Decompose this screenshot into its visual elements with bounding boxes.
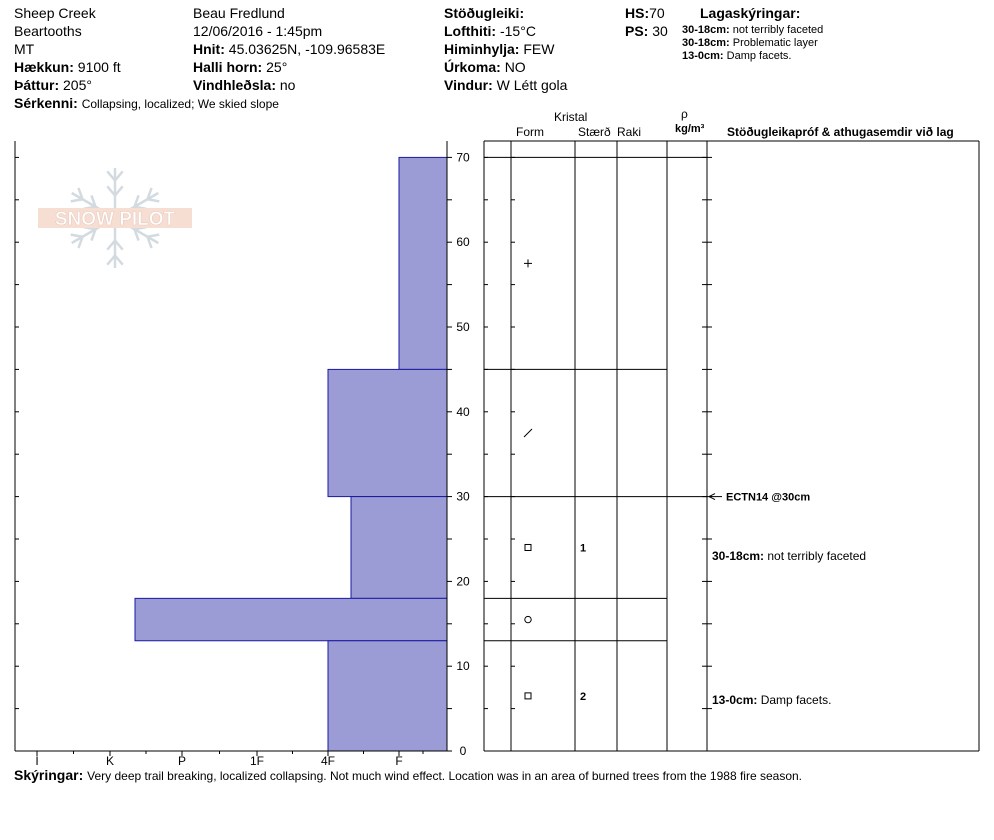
- pit-depth-value: 30: [652, 23, 668, 39]
- air-temperature-value: -15°C: [499, 23, 536, 39]
- sky-cover-label: Himinhylja:: [444, 41, 520, 57]
- observer: Beau Fredlund: [193, 5, 285, 21]
- depth-tick-label: 0: [459, 744, 467, 758]
- watermark-text: SNOW PILOT: [54, 209, 176, 230]
- hardness-tick-label: 4F: [320, 754, 336, 768]
- layer-comment-text: not terribly faceted: [767, 548, 867, 563]
- layer-legend-text: Problematic layer: [732, 37, 818, 49]
- depth-tick-label: 60: [456, 235, 470, 250]
- grain-size: 2: [580, 690, 587, 703]
- sky-cover-value: FEW: [523, 41, 555, 57]
- aspect-label: Þáttur:: [14, 77, 60, 93]
- features-label: Sérkenni:: [14, 95, 78, 111]
- state: MT: [14, 41, 35, 57]
- features-value: Collapsing, localized; We skied slope: [81, 97, 279, 111]
- snowflake-branch: [71, 235, 83, 237]
- density-symbol: ρ: [681, 107, 688, 121]
- grain-form-symbol: [524, 429, 532, 437]
- depth-tick-label: 70: [456, 150, 470, 165]
- layer-legend-text: Damp facets.: [726, 50, 792, 62]
- depth-tick-label: 20: [456, 574, 470, 589]
- layer-legend-title: Lagaskýringar:: [700, 5, 801, 21]
- coordinates-label: Hnit:: [193, 41, 225, 57]
- hardness-bar: [328, 641, 447, 751]
- density-unit: kg/m³: [675, 123, 705, 135]
- layer-legend-range: 30-18cm:: [682, 24, 730, 36]
- precipitation-label: Úrkoma:: [444, 59, 501, 75]
- remarks-label: Skýringar:: [14, 767, 84, 783]
- depth-tick-label: 50: [456, 320, 470, 334]
- hardness-tick-label: I: [35, 754, 39, 768]
- aspect-value: 205°: [63, 77, 92, 93]
- grain-form-symbol: [525, 693, 531, 699]
- wind-value: W Létt gola: [496, 77, 568, 93]
- depth-tick-label: 40: [456, 404, 470, 419]
- location-name: Sheep Creek: [14, 5, 96, 21]
- hardness-bar: [328, 369, 447, 496]
- coordinates-value: 45.03625N, -109.96583E: [228, 41, 386, 57]
- hardness-tick-label: K: [105, 754, 115, 768]
- crystal-header: Kristal: [554, 110, 588, 124]
- layer-legend-text: not terribly faceted: [732, 24, 824, 36]
- size-header: Stærð: [578, 125, 611, 139]
- hardness-bar: [351, 497, 447, 599]
- snowflake-branch: [71, 199, 83, 201]
- layer-legend-range: 13-0cm:: [682, 50, 724, 62]
- snow-height-label: HS:: [625, 5, 650, 21]
- form-header: Form: [516, 125, 544, 139]
- observation-datetime: 12/06/2016 - 1:45pm: [193, 23, 323, 39]
- wind-loading-label: Vindhleðsla:: [193, 77, 276, 93]
- air-temperature-label: Lofthiti:: [444, 23, 497, 39]
- slope-angle-label: Halli horn:: [193, 59, 263, 75]
- layer-comment: [712, 693, 831, 707]
- hardness-tick-label: P: [177, 754, 187, 768]
- remarks: [14, 768, 802, 782]
- elevation-label: Hækkun:: [14, 59, 74, 75]
- wind-label: Vindur:: [444, 77, 493, 93]
- hardness-bar: [135, 598, 447, 640]
- hardness-tick-label: F: [395, 754, 403, 768]
- mountain-range: Beartooths: [14, 23, 82, 39]
- depth-tick-label: 10: [456, 659, 470, 674]
- stability-test-label: ECTN14 @30cm: [726, 491, 811, 504]
- layer-comment-text: Damp facets.: [760, 693, 832, 708]
- layer-legend-range: 30-18cm:: [682, 37, 730, 49]
- snowpilot-watermark: [38, 168, 192, 268]
- grain-form-symbol: [525, 544, 531, 550]
- snow-height-value: 70: [649, 5, 665, 21]
- grain-size: 1: [580, 542, 587, 555]
- remarks-text: Very deep trail breaking, localized collapsing. Not much wind effect. Location was in an area of burned trees from the 1988 fire season.: [87, 769, 802, 783]
- stability-label: Stöðugleiki:: [444, 5, 525, 21]
- precipitation-value: NO: [504, 59, 526, 75]
- elevation-value: 9100 ft: [77, 59, 121, 75]
- grain-form-symbol: [525, 616, 531, 622]
- layer-comment-range: 13-0cm:: [712, 693, 761, 708]
- moisture-header: Raki: [617, 125, 642, 139]
- layer-comment: [712, 549, 866, 563]
- pit-depth-label: PS:: [625, 23, 649, 39]
- snowflake-branch: [147, 199, 159, 201]
- hardness-tick-label: 1F: [249, 754, 265, 768]
- comments-header: Stöðugleikapróf & athugasemdir við lag: [727, 125, 954, 139]
- wind-loading-value: no: [279, 77, 296, 93]
- slope-angle-value: 25°: [266, 59, 288, 75]
- depth-tick-label: 30: [456, 489, 470, 504]
- snowflake-branch: [147, 235, 159, 237]
- hardness-bar: [399, 157, 447, 369]
- layer-comment-range: 30-18cm:: [712, 548, 768, 563]
